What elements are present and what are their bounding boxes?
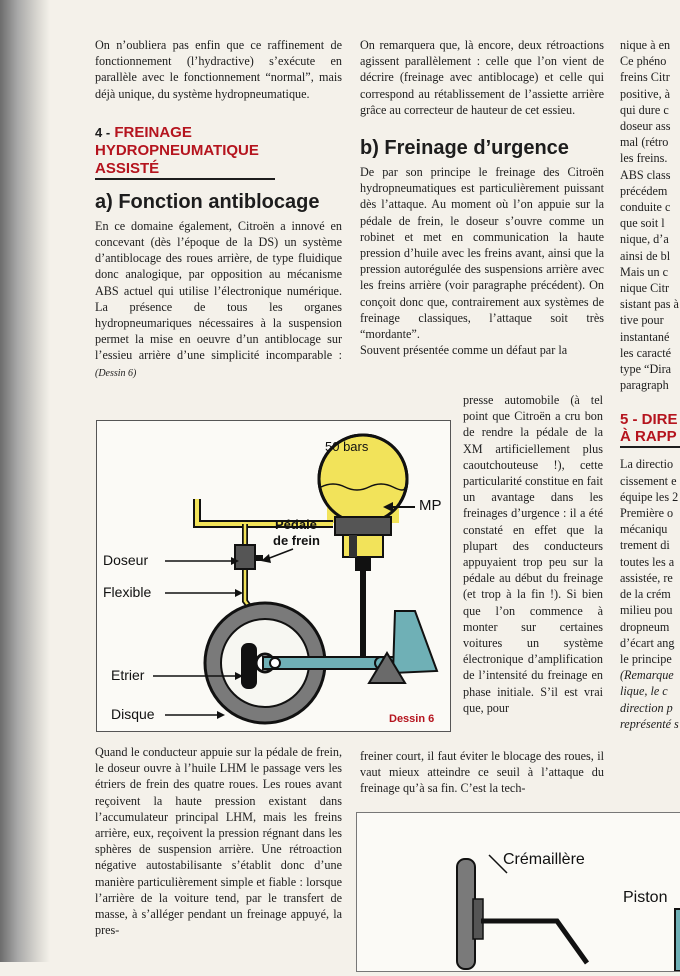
- col3-line: mécaniqu: [620, 522, 668, 537]
- col3-line: instantané: [620, 329, 670, 344]
- col3-line: précédem: [620, 183, 668, 198]
- col3-italic-line: (Remarque: [620, 668, 674, 683]
- col3-line: type “Dira: [620, 362, 672, 377]
- col3-line: de la crém: [620, 587, 671, 602]
- col3-line: équipe les 2: [620, 489, 679, 504]
- col3-line: assistée, re: [620, 570, 673, 585]
- paragraph-intro: On n’oubliera pas enfin que ce raffinement de fonctionnement (l’hydractive) s’exécute en parallèle avec le fonctionnement “normal”, mais déjà unique, du système hydropneumatique.: [95, 38, 342, 101]
- figure-reference: (Dessin 6): [95, 367, 137, 379]
- steering-arm: [481, 921, 587, 963]
- paragraph-b2-narrow: presse automobile (à tel point que Citroën a cru bon de rendre la pédale de la XM artificiellement plus caoutchouteuse !), cette particularité constitue en fait un avantage dans les freinages d’urgence : il a été constaté en effet que la plupart des conducteurs appuyaient trop peu sur la pédale au début du freinage (et trop à la fin !). Si bien que l’on commence à monter sur certaines voitures un système électronique d’amplification de l’intensité du freinage en phase initiale. S’il est vrai que, pour: [463, 393, 603, 715]
- brake-diagram-svg: [97, 421, 450, 731]
- column-3-cropped: [620, 0, 680, 732]
- paragraph-b: De par son principe le freinage des Citroën hydropneumatiques est particulièrement puissant dès l’attaque. Au moment où l’on appuie sur la pédale de frein, le doseur s’ouvre comme un robinet et met en communication la haute pression d’huile avec les freins avant, ainsi que la pression autorégulée des suspensions arrière avec les freins arrière (voir paragraphe précédent). On conçoit donc que, contrairement aux systèmes de freinage classiques, l’attaque soit très “mordante”.: [360, 165, 604, 342]
- label-pressure: 50 bars: [325, 439, 369, 454]
- col3-line: cissement e: [620, 473, 677, 488]
- column-1-continued: [95, 744, 342, 938]
- col3-line: d’écart ang: [620, 635, 675, 650]
- column-3-top-lines: [620, 37, 680, 393]
- label-pedal-line-1: Pédale: [275, 517, 317, 532]
- label-cremaillere: Crémaillère: [503, 851, 585, 868]
- column-2-bottom: [360, 748, 604, 797]
- col3-line: nique, d’a: [620, 232, 669, 247]
- col3-line: milieu pou: [620, 603, 673, 618]
- col3-line: Ce phéno: [620, 54, 667, 69]
- col3-line: tive pour: [620, 313, 664, 328]
- subheading-a: a) Fonction antiblocage: [95, 190, 320, 213]
- brake-caliper: [241, 643, 257, 689]
- col3-line: ABS class: [620, 167, 671, 182]
- col3-line: que soit l: [620, 216, 665, 231]
- col3-line: qui dure c: [620, 102, 669, 117]
- page-gutter-shadow: [0, 0, 50, 962]
- doseur-valve: [235, 545, 255, 569]
- cylinder-cap: [335, 517, 391, 535]
- section-4-heading: [95, 124, 342, 180]
- col3-line: paragraph: [620, 378, 669, 393]
- subheading-b: b) Freinage d’urgence: [360, 137, 569, 160]
- paragraph-a: [95, 218, 342, 382]
- label-doseur: Doseur: [103, 552, 149, 568]
- column-2: [360, 0, 604, 358]
- col3-line: sistant pas à: [620, 297, 679, 312]
- column-1: [95, 0, 342, 382]
- col3-italic-line: direction p: [620, 700, 673, 715]
- label-pedal-line-2: de frein: [273, 533, 320, 548]
- col3-line: mal (rétro: [620, 135, 669, 150]
- col3-line: trement di: [620, 538, 670, 553]
- label-etrier: Etrier: [111, 667, 145, 683]
- col3-line: le principe: [620, 651, 672, 666]
- col3-line: nique Citr: [620, 281, 670, 296]
- section-5-line-2: À RAPP: [620, 428, 677, 446]
- steering-diagram-figure: [356, 812, 680, 972]
- section-title-line-3: ASSISTÉ: [95, 161, 275, 180]
- col3-line: toutes les a: [620, 554, 675, 569]
- chassis-bracket: [393, 611, 437, 673]
- section-5-line-1: 5 - DIRE: [620, 411, 678, 429]
- paragraph-after-figure: Quand le conducteur appuie sur la pédale de frein, le doseur ouvre à l’huile LHM le passage vers les étriers de frein des quatre roues. Les roues avant reçoivent la haute pression existant dans l’accumulateur principal LHM, mais les freins arrière, eux, reçoivent la pression régnant dans les sphères de suspension arrière. Une rétroaction négative autostabilisante s’établit donc d’une manière particulièrement simple et fiable : lorsque l’arrière de la voiture tend, par le transfert de masse, à s’alléger pendant un freinage appuyé, la pres-: [95, 745, 342, 938]
- col3-line: dropneum: [620, 619, 670, 634]
- col3-line: doseur ass: [620, 119, 671, 134]
- section-title-line-1: FREINAGE: [114, 123, 192, 141]
- col3-line: Première o: [620, 506, 674, 521]
- col3-line: les caracté: [620, 345, 672, 360]
- col3-italic-line: lique, le c: [620, 684, 668, 699]
- col3-line: Mais un c: [620, 264, 669, 279]
- paragraph-b2-end: freiner court, il faut éviter le blocage des roues, il vaut mieux atteindre ce seuil à l’attaque du freinage qu’à sa fin. C’est la tech-: [360, 749, 604, 796]
- col3-line: freins Citr: [620, 70, 670, 85]
- column-3-bottom-lines: [620, 456, 680, 731]
- section-title-line-2: HYDROPNEUMATIQUE: [95, 141, 259, 159]
- column-2-narrow: [463, 392, 603, 716]
- paragraph-b2-start: Souvent présentée comme un défaut par la: [360, 343, 568, 358]
- label-flexible: Flexible: [103, 584, 152, 600]
- col3-italic-line: représenté s: [620, 716, 679, 731]
- col3-line: les freins.: [620, 151, 668, 166]
- col3-line: conduite c: [620, 200, 671, 215]
- piston: [355, 557, 371, 571]
- brake-diagram-figure: [96, 420, 451, 732]
- col3-line: positive, à: [620, 86, 671, 101]
- paragraph-col2-top: On remarquera que, là encore, deux rétroactions agissent parallèlement : celle que l’on vient de décrire (freinage avec antiblocage) et celle qui correspond au rétablissement de l’assiette arrière grâce au correcteur de hauteur de cet essieu.: [360, 38, 604, 117]
- col3-line: nique à en: [620, 38, 671, 52]
- paragraph-a-text: En ce domaine également, Citroën a innové en concevant (dès l’époque de la DS) un système d’antiblocage des roues arrière, de type fluidique donc analogique, par opposition au mécanisme ABS actuel qui utilise l’électronique numérique. La présence de tous les organes hydropneumariques nécessaires à la suspension permet la mise en oeuvre d’un antiblocage sur l’essieu arrière d’une simplicité incomparable :: [95, 218, 342, 363]
- label-mp: MP: [419, 497, 442, 514]
- col3-line: ainsi de bl: [620, 248, 671, 263]
- col3-line: La directio: [620, 457, 674, 472]
- label-piston: Piston: [623, 889, 668, 906]
- label-disque: Disque: [111, 706, 155, 722]
- section-number: 4 -: [95, 124, 111, 140]
- figure-caption: Dessin 6: [389, 713, 435, 725]
- section-5-heading: [620, 411, 680, 448]
